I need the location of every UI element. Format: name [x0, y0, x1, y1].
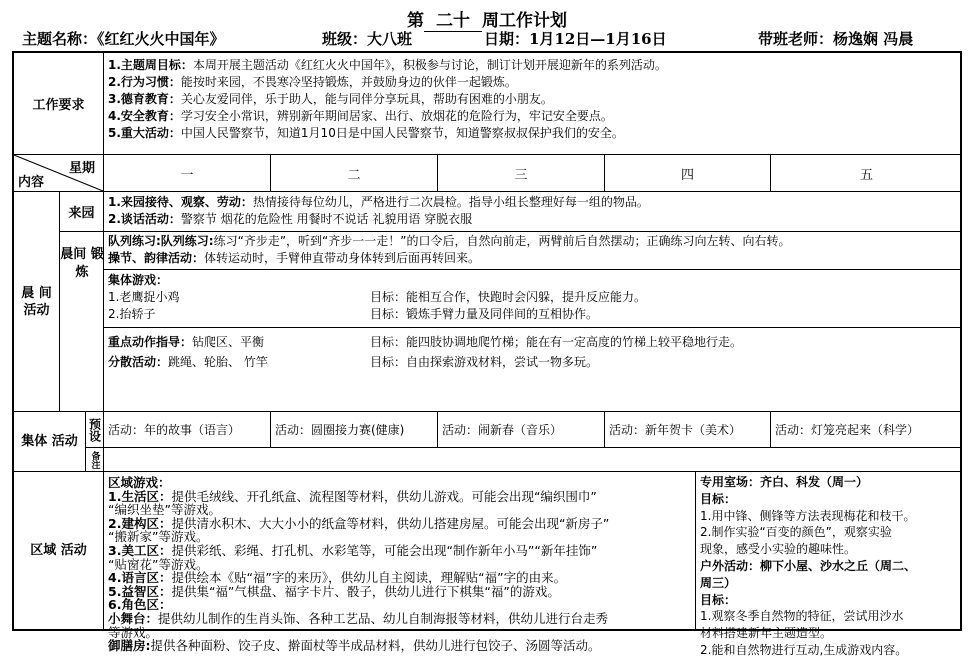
- morning-block: [14, 192, 960, 412]
- weekday-tue: 二: [271, 155, 438, 191]
- weekday-corner: [14, 155, 104, 191]
- exercise-label: 晨间 锻炼: [60, 247, 104, 280]
- arrival-content: 1.来园接待、观察、劳动：热情接待每位幼儿，严格进行二次晨检。指导小组长整理好每一组的物品。 2.谈话活动：警察节 烟花的危险性 用餐时不说话 礼貌用语 穿脱衣服: [108, 195, 649, 226]
- area-label: 区域 活动: [14, 472, 104, 629]
- teachers: 带班老师：杨逸娴 冯晨: [758, 30, 914, 48]
- requirements-row: [14, 53, 960, 155]
- arrival-row: [60, 192, 962, 232]
- area-row: [14, 472, 960, 657]
- exercise-label-cell: [60, 232, 104, 412]
- plan-table: [12, 51, 962, 657]
- requirement-item: 5.重大活动：中国人民警察节，知道1月10日是中国人民警察节，知道警察叔叔保护我们的安全。: [108, 126, 624, 140]
- collective-row: [14, 412, 960, 472]
- date-range: 日期：1月12日—1月16日: [484, 30, 667, 48]
- exercise-row: [60, 232, 962, 412]
- activity-thu: 活动：新年贺卡（美术）: [605, 412, 771, 447]
- weekday-row: [14, 155, 960, 192]
- exercise-content: [104, 232, 962, 412]
- activity-tue: 活动：圆圈接力赛(健康): [271, 412, 438, 447]
- requirements-content: [104, 53, 962, 154]
- corner-content-label: 内容: [18, 175, 45, 190]
- morning-label: 晨 间 活动: [14, 192, 60, 411]
- corner-weekday-label: 星期: [68, 161, 95, 176]
- week-number: 二十: [424, 6, 482, 32]
- activity-wed: 活动：闹新春（音乐）: [438, 412, 605, 447]
- weekday-wed: 三: [438, 155, 605, 191]
- requirement-item: 1.主题周目标：本周开展主题活动《红红火火中国年》，积极参与讨论，制订计划开展迎新年的系列活动。: [108, 58, 667, 72]
- page-title: 第 二十 周工作计划: [0, 6, 974, 32]
- class-name: 班级：大八班: [322, 30, 413, 48]
- collective-notes: [104, 448, 962, 472]
- collective-sub-labels: [86, 412, 104, 471]
- group-games: 集体游戏： 1.老鹰捉小鸡 目标：能相互合作，快跑时会闪躲，提升反应能力。 2.抬轿子 目标：锻炼手臂力量及同伴间的互相协作。: [104, 270, 962, 328]
- queue-rhythm: 队列练习:队列练习:练习“齐步走”，听到“齐步一一走！”的口令后，自然向前走，两臂前后自然摆动；正确练习向左转、向右转。 操节、韵律活动：体转运动时，手臂伸直带动身体转到后面再转回来。: [104, 232, 962, 270]
- note-label: 备注: [89, 451, 100, 469]
- weekday-fri: 五: [859, 167, 873, 183]
- arrival-label: 来园: [60, 192, 104, 231]
- collective-label: 集体 活动: [14, 412, 86, 471]
- weekday-mon: 一: [104, 155, 271, 191]
- theme-name: 主题名称：《红红火火中国年》: [22, 30, 225, 48]
- area-games: 区域游戏： 1.生活区：提供毛绒线、开孔纸盒、流程图等材料，供幼儿游戏。可能会出现“编织围巾” “编织坐垫”等游戏。 2.建构区：提供清水积木、大大小小的纸盒等材料，供幼儿搭建房屋。可能会出现“新房子” “搬新家”等游戏。 3.美工区：提供彩纸、彩绳、打孔机、水彩笔等，可能会出现“制作新年小马”“新年挂饰” “贴窗花”等游戏。 4.语言区：提供绘本《贴“福”字的来历》，供幼儿自主阅读，理解贴“福”字的由来。 5.益智区：提供集“福”气棋盘、福字卡片、骰子，供幼儿进行下棋集“福”的游戏。 6.角色区： 小舞台：提供幼儿制作的生肖头饰、各种工艺品、幼儿自制海报等材料，供幼儿进行台走秀 等游戏。 御膳房:提供各种面粉、饺子皮、擀面杖等半成品材料，供幼儿进行包饺子、汤圆等活动。: [104, 472, 696, 629]
- weekday-thu: 四: [605, 155, 771, 191]
- requirements-label: 工作要求: [14, 53, 104, 154]
- plan-label: 预设: [87, 417, 102, 442]
- requirement-item: 4.安全教育：学习安全小常识，辨别新年期间居家、出行、放烟花的危险行为，牢记安全要点。: [108, 109, 613, 123]
- requirement-item: 2.行为习惯：能按时来园，不畏寒冷坚持锻炼，并鼓励身边的伙伴一起锻炼。: [108, 75, 517, 89]
- requirement-item: 3.德育教育：关心友爱同伴，乐于助人，能与同伴分享玩具，帮助有困难的小朋友。: [108, 92, 553, 106]
- collective-plans: [104, 412, 962, 448]
- key-movement: 重点动作指导：钻爬区、平衡 目标：能四肢协调地爬竹梯；能在有一定高度的竹梯上较平稳地行走。 分散活动：跳绳、轮胎、 竹竿 目标：自由探索游戏材料，尝试一物多玩。: [108, 335, 743, 369]
- activity-fri: 活动：灯笼亮起来（科学）: [775, 423, 920, 437]
- special-rooms: 专用室场：齐白、科发（周一） 目标： 1.用中锋、侧锋等方法表现梅花和枝干。 2.制作实验“百变的颜色”，观察实验 现象，感受小实验的趣味性。 户外活动：柳下小屋、沙水之丘（周二、 周三） 目标： 1.观察冬季自然物的特征，尝试用沙水 材料搭建新年主题造型。 2.能和自然物进行互动,生成游戏内容。: [700, 475, 917, 657]
- activity-mon: 活动：年的故事（语言）: [104, 412, 271, 447]
